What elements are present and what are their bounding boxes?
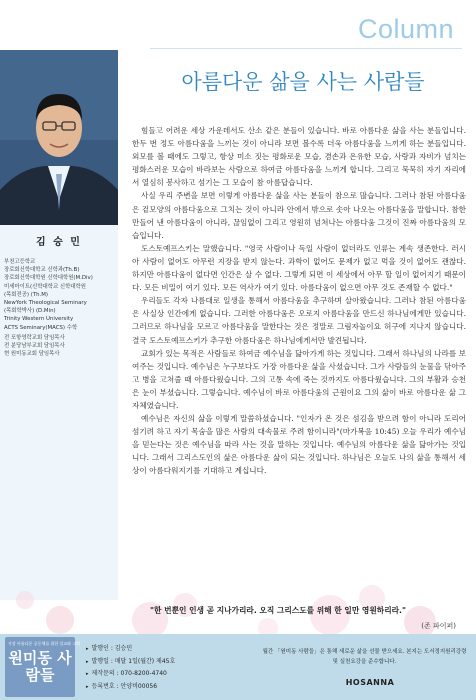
bio-line: 미세마이트(신학대학교 신학대학원 bbox=[4, 283, 86, 290]
printer-logo: HOSANNA bbox=[345, 678, 395, 687]
article-paragraph: 우리들도 각자 나름대로 일생을 통해서 아름다움을 추구하며 살아왔습니다. 그러나 참된 아름다움은 사실상 인간에게 없습니다. 그러한 아름다움은 오로지 아름다움을 만드신 하나님에게만 있습니다. 그러므로 하나님을 모르고 아름다움을 말한다는 것은 정말로 그림자놀이요 허구에 지나지 않습니다. 결국 도스토예프스키가 추구한 아름다움은 하나님에게서만 발견됩니다. bbox=[132, 296, 466, 345]
magazine-name: 원미동 사람들 bbox=[8, 649, 72, 684]
publication-label: 등록번호 bbox=[91, 682, 115, 690]
bio-line: 장로회신학대학원 신학대학원(M.Div) bbox=[4, 275, 93, 282]
article-paragraph: 사실 우리 주변을 보면 이렇게 아름다운 삶을 사는 분들이 참으로 많습니다. 그러나 참된 아름다움은 겉모양의 아름다움으로 그치는 것이 아니라 안에서 밖으로 솟아 나오는 아름다움을 말합니다. 참한 만들어 낸 아름다움이 아니라, 끊임없이 그리고 영원히 넘쳐나는 아름다움 그것이 진짜 아름다움의 모습입니다. bbox=[132, 191, 466, 240]
publication-notice: 월간 「원미동 사람들」은 통해 새로운 삶을 선물 받으세요. 본지는 도서정지원리강령 및 실천요강을 준수합니다. bbox=[262, 649, 467, 665]
section-divider bbox=[150, 48, 462, 49]
publication-label: 제작문의 bbox=[91, 670, 115, 677]
magazine-tagline: 가장 아름다운 공동체를 위한 설교와 고백 bbox=[8, 641, 81, 646]
bio-line: 현 원미동교회 담임목사 bbox=[4, 351, 60, 358]
bio-line: 전 분당남부교회 담임목사 bbox=[4, 343, 65, 350]
bullet-icon: ▸ bbox=[86, 683, 89, 690]
bullet-icon: ▸ bbox=[86, 658, 89, 665]
bio-line: 부천고등학교 bbox=[4, 259, 36, 265]
author-bio bbox=[4, 258, 116, 358]
publication-line: ▸ 제작문의 : 070-8200-4740 bbox=[86, 670, 167, 677]
bio-line: Trinity Western University bbox=[4, 316, 74, 323]
bio-line: (목회전공) (Th.M) bbox=[4, 291, 49, 298]
bullet-icon: ▸ bbox=[86, 646, 89, 652]
publication-info bbox=[86, 643, 175, 693]
bio-line: NewYork Theological Seminary bbox=[4, 300, 87, 307]
pull-quote: "한 번뿐인 인생 곧 지나가리라. 오직 그리스도를 위해 한 일만 영원하리라." bbox=[150, 606, 406, 615]
bio-line: 장로회신학대학교 신학과(Th.B) bbox=[4, 267, 80, 274]
publication-value: 매달 1일(월간) 제45호 bbox=[114, 657, 176, 665]
page-title: 아름다운 삶을 사는 사람들 bbox=[181, 70, 425, 94]
section-title: Column bbox=[357, 14, 454, 44]
author-photo bbox=[0, 50, 118, 225]
publication-line: ▸ 발행일 : 매달 1일(월간) 제45호 bbox=[86, 657, 176, 665]
publication-value: 김승민 bbox=[114, 645, 133, 652]
publication-line: ▸ 등록번호 : 안양비00056 bbox=[86, 682, 158, 690]
article-paragraph: 힘들고 어려운 세상 가운데서도 산소 같은 분들이 있습니다. 바로 아름다운 삶을 사는 분들입니다. 한두 번 정도 아름다움을 느끼는 것이 아니라 보면 볼수록 더욱 아름다움을 느끼게 하는 분들입니다. 외모를 볼 때에도 그렇고, 항상 미소 짓는 평화로운 모습, 겸손과 온유한 모습, 사랑과 자비가 넘치는 평화스러운 모습이 바라보는 사람으로 하여금 아름다움을 느끼게 합니다. 그리고 묵묵히 자기 자리에서 열심히 봉사하고 섬기는 그 모습이 참 아름답습니다. bbox=[132, 126, 466, 188]
article-paragraph: 도스토예프스키는 말했습니다. "영국 사람이나 독일 사람이 없더라도 인류는 계속 생존한다. 러시아 사람이 없어도 아무런 지장을 받지 않는다. 과학이 없어도 문제가 없고 먹을 것이 없어도 괜찮다. 하지만 아름다움이 없다면 인간은 살 수 없다. 그렇게 되면 이 세상에서 아무 할 일이 없어지기 때문이다. 모든 비밀이 여기 있다. 모든 역사가 여기 있다. 아름다움이 없으면 아무 것도 존재할 수 없다." bbox=[132, 243, 466, 293]
bio-line: (목회학박사) (D.Min) bbox=[4, 308, 56, 315]
article-paragraph: 예수님은 자신의 삶을 이렇게 말씀하셨습니다. "인자가 온 것은 섬김을 받으려 함이 아니라 도리어 섬기려 하고 자기 목숨을 많은 사람의 대속물로 주려 함이니라"(마가복음 10:45) 오늘 우리가 예수님을 믿는다는 것은 예수님을 따라 사는 것을 말하는 것입니다. 예수님의 아름다운 삶을 닮아가는 것입니다. 그래서 그리스도인의 삶은 아름다운 삶이 되는 것입니다. 하나님은 오늘도 나의 삶을 통해서 세상이 아름다워지기를 기대하고 계십니다. bbox=[132, 414, 466, 476]
publication-line: ▸ 발행인 : 김승민 bbox=[86, 645, 133, 652]
article-body bbox=[132, 124, 466, 478]
publication-label: 발행인 bbox=[91, 645, 109, 652]
bio-line: 전 포항영락교회 담임목사 bbox=[4, 334, 65, 341]
publication-label: 발행일 bbox=[91, 657, 109, 665]
article-paragraph: 교회가 있는 목적은 사람들로 하여금 예수님을 닮아가게 하는 것입니다. 그래서 하나님의 나라를 보여주는 것입니다. 예수님은 누구보다도 가장 아름다운 삶을 사셨습니다. 그가 사람들의 눈물을 닦아주고 병을 고쳐줄 때 아름다웠습니다. 그의 고통 속에 죽는 것까지도 아름다웠습니다. 그의 부활과 승천은 눈이 부셨습니다. 그렇습니다. 예수님이 바로 아름다움의 근원이요 그의 삶이 바로 아름다운 삶 그 자체였습니다. bbox=[132, 348, 466, 410]
author-name: 김 승 민 bbox=[36, 237, 82, 248]
author-portrait bbox=[0, 50, 118, 225]
publication-value: 안양비00056 bbox=[120, 682, 158, 690]
quote-attribution: (존 파이퍼) bbox=[421, 622, 456, 630]
bio-line: ACTS Seminary(MACS) 수학 bbox=[4, 324, 78, 331]
publication-value: 070-8200-4740 bbox=[120, 670, 167, 677]
bullet-icon: ▸ bbox=[86, 671, 89, 677]
